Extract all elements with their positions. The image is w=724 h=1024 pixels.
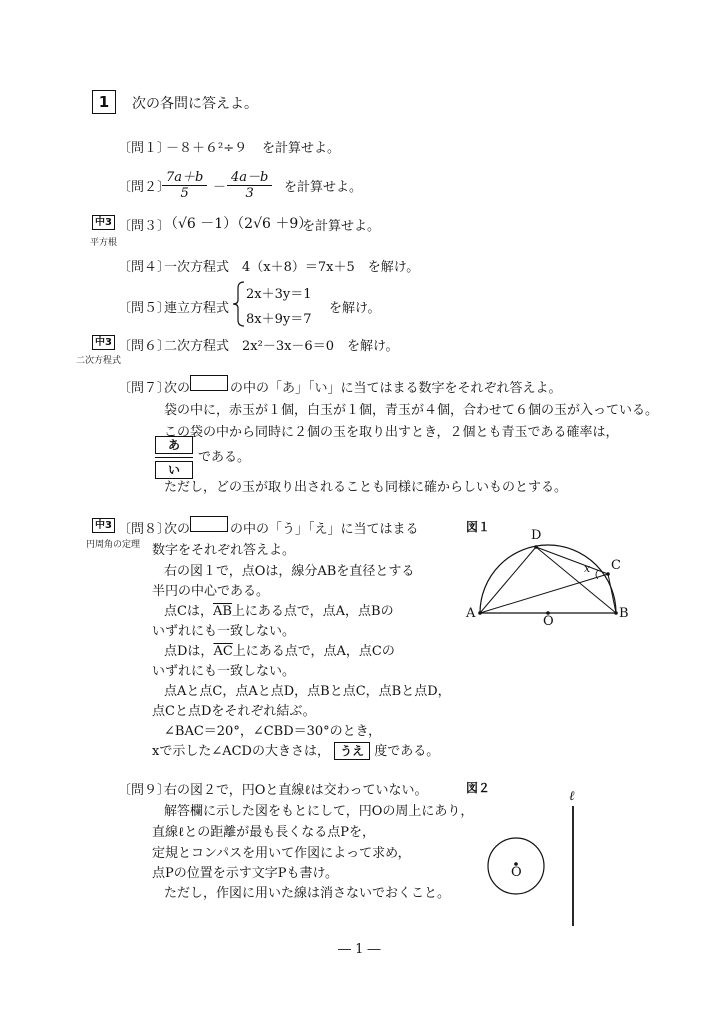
fig1-label-x: x: [584, 562, 591, 575]
q3-expr: （√6 －1）（2√6 ＋9）: [164, 216, 313, 232]
fig1-segment-ac: [480, 574, 608, 613]
q7-line-4: である。: [198, 450, 251, 465]
q8-answer-line: xで示した∠ACDの大きさは， うえ 度である。: [152, 744, 440, 759]
fig1-label-c: C: [611, 558, 621, 573]
q2-label: 〔問２〕: [118, 180, 171, 195]
q8-post: の中の「う」「え」に当てはまる: [230, 522, 419, 537]
q8-tag: 円周角の定理: [86, 540, 141, 550]
q8-blank-box: [190, 516, 228, 532]
fig1-label: 図１: [466, 520, 491, 534]
q9-line-6: ただし，作図に用いた線は消さないでおくこと。: [164, 886, 451, 901]
fig1-semicircle: [480, 545, 616, 613]
page-number: ― 1 ―: [338, 942, 381, 957]
fig1-segment-bd: [536, 547, 616, 613]
q2-fraction-2: $\frac{4a-b}{3}$: [227, 166, 272, 201]
q8-point-d-2: いずれにも一致しない。: [152, 664, 296, 679]
fig1-label-d: D: [531, 528, 542, 543]
q8-arc-ac: $\overline{AC}$: [213, 644, 233, 659]
section-number: 1: [92, 90, 116, 114]
q5-eq2: 8x＋9y＝7: [246, 312, 312, 327]
q6-text: 二次方程式 2x²－3x－6＝0 を解け。: [164, 339, 399, 354]
fig1-point-a: [478, 611, 482, 615]
q9-line-1: 右の図２で，円Oと直線ℓは交わっていない。: [164, 783, 428, 798]
fig2-label: 図２: [466, 781, 491, 795]
q3-badge: 中3: [92, 215, 115, 230]
q8-line-2: 右の図１で，点Oは，線分ABを直径とする: [164, 564, 415, 579]
q8-point-c: 点Cは，$\overline{AB}$上にある点で，点A，点Bの: [164, 604, 394, 619]
q7-pre: 次の: [164, 381, 191, 396]
fig2-diagram: [480, 800, 590, 930]
q9-line-3: 直線ℓとの距離が最も長くなる点Pを，: [152, 825, 375, 840]
q6-tag: 二次方程式: [76, 356, 122, 366]
q7-line-5: ただし，どの玉が取り出されることも同様に確からしいものとする。: [164, 480, 568, 495]
q7-fraction: [155, 436, 193, 479]
q8-join-2: 点Cと点Dをそれぞれ結ぶ。: [152, 704, 316, 719]
q8-pre: 次の: [164, 522, 191, 537]
q7-num-box: あ: [155, 436, 193, 454]
q8-point-c-2: いずれにも一致しない。: [152, 624, 296, 639]
fig1-point-b: [614, 611, 618, 615]
q3-tag: 平方根: [90, 238, 118, 248]
q8-condition: ∠BAC＝20°，∠CBD＝30°のとき，: [164, 724, 382, 739]
fig1-label-b: B: [619, 606, 629, 621]
q6-badge: 中3: [92, 335, 115, 350]
q4-label: 〔問４〕: [118, 260, 171, 275]
q7-line-2: 袋の中に，赤玉が１個，白玉が１個，青玉が４個，合わせて６個の玉が入っている。: [164, 403, 659, 418]
q8-join-1: 点Aと点C，点Aと点D，点Bと点C，点Bと点D，: [164, 684, 451, 699]
q1-label: 〔問１〕: [118, 141, 171, 156]
q8-point-d: 点Dは，$\overline{AC}$上にある点で，点A，点Cの: [164, 644, 395, 659]
q9-line-5: 点Pの位置を示す文字Pも書け。: [152, 866, 338, 881]
q8-arc-ab: $\overline{AB}$: [212, 604, 232, 619]
q3-label: 〔問３〕: [118, 219, 171, 234]
q7-blank-box: [190, 375, 228, 391]
fig1-label-a: A: [466, 606, 476, 621]
q6-label: 〔問６〕: [118, 339, 171, 354]
q7-post: の中の「あ」「い」に当てはまる数字をそれぞれ答えよ。: [230, 381, 562, 396]
q9-label: 〔問９〕: [118, 783, 171, 798]
section-title: 次の各問に答えよ。: [132, 96, 258, 112]
fig1-label-o: O: [543, 614, 554, 629]
fig2-label-l: ℓ: [569, 789, 575, 804]
q8-answer-box: うえ: [334, 742, 370, 760]
q7-den-box: い: [155, 461, 193, 479]
q9-line-4: 定規とコンパスを用いて作図によって求め，: [152, 846, 411, 861]
fig1-point-d: [534, 545, 538, 549]
q2-fraction-1: $\frac{7a+b}{5}$: [162, 166, 207, 201]
fig1-segment-cd: [536, 547, 608, 574]
q5-prefix: 連立方程式: [164, 301, 230, 316]
q8-label: 〔問８〕: [118, 522, 171, 537]
q8-line-1: 数字をそれぞれ答えよ。: [152, 543, 296, 558]
q7-label: 〔問７〕: [118, 381, 171, 396]
q5-eq1: 2x＋3y＝1: [246, 287, 312, 302]
q2-minus: －: [213, 180, 227, 195]
q5-brace: [232, 280, 246, 328]
q3-instruction: を計算せよ。: [302, 219, 381, 234]
q2-instruction: を計算せよ。: [284, 180, 363, 195]
q1-instruction: を計算せよ。: [262, 141, 341, 156]
fig1-point-c: [606, 572, 610, 576]
q5-instruction: を解け。: [329, 301, 381, 316]
q8-line-3: 半円の中心である。: [152, 584, 270, 599]
q5-label: 〔問５〕: [118, 301, 171, 316]
q4-text: 一次方程式 4（x＋8）＝7x＋5 を解け。: [164, 260, 420, 275]
fig2-label-o: O: [511, 865, 522, 880]
q8-badge: 中3: [92, 518, 115, 533]
q9-line-2: 解答欄に示した図をもとにして，円Oの周上にあり，: [164, 804, 474, 819]
q1-expr: －８＋６²÷９: [166, 141, 248, 156]
q7-line-3: この袋の中から同時に２個の玉を取り出すとき，２個とも青玉である確率は，: [164, 425, 619, 440]
